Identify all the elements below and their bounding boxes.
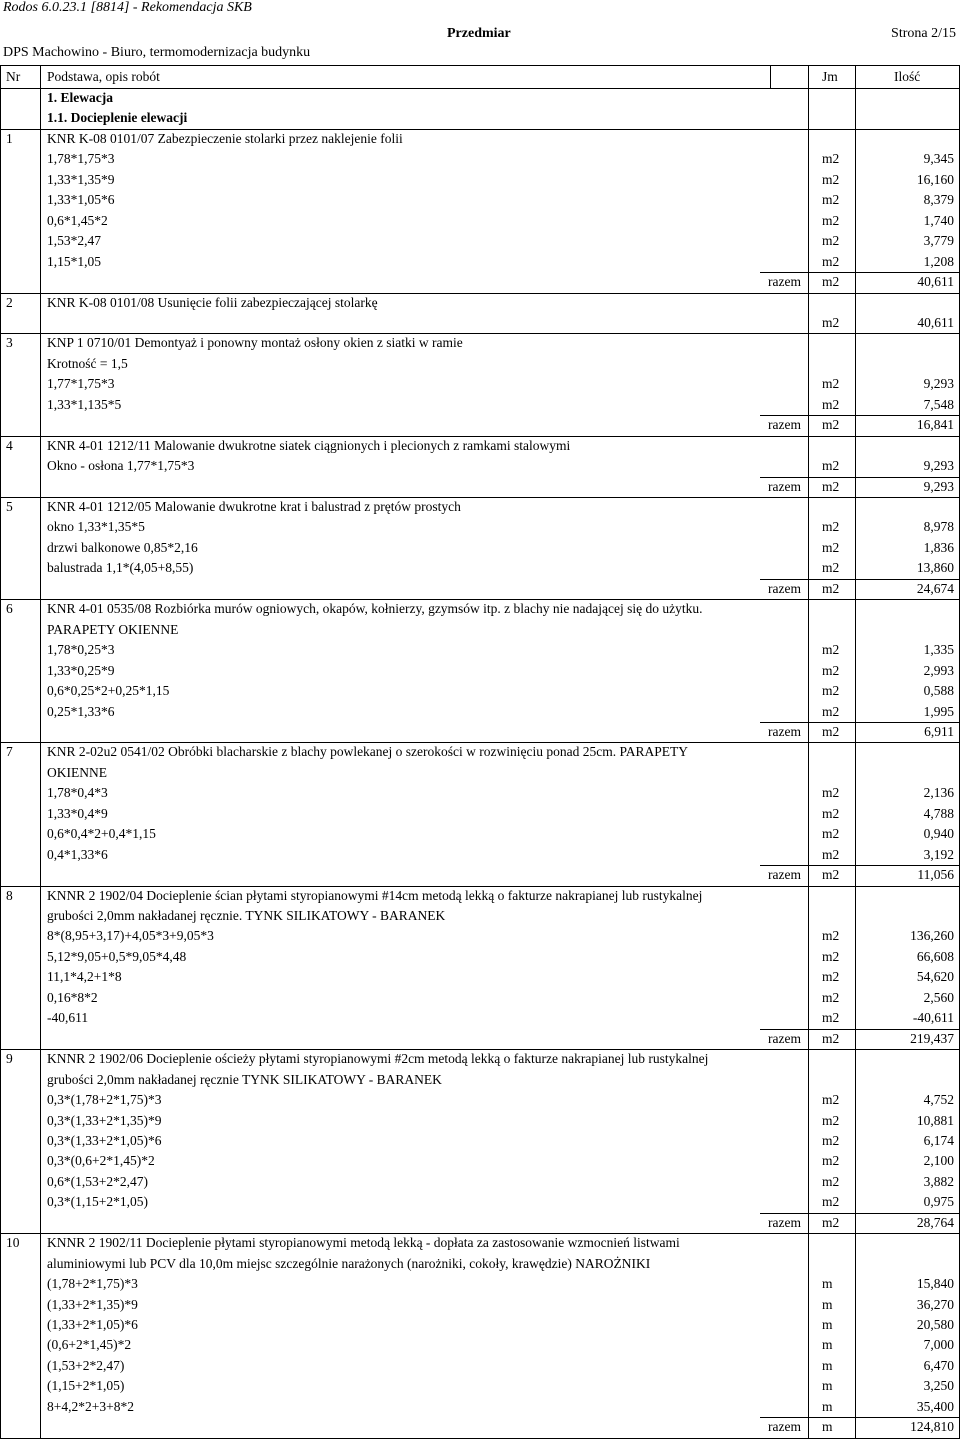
measure-unit: m2: [822, 703, 840, 719]
item-number: 3: [6, 335, 13, 351]
rule-line: [0, 88, 960, 89]
subtotal-label: razem: [768, 478, 801, 494]
subtotal-quantity: 28,764: [916, 1214, 954, 1230]
measure-unit: m2: [822, 683, 840, 699]
measure-unit: m2: [822, 151, 840, 167]
measure-quantity: 3,192: [923, 846, 954, 862]
measure-quantity: 6,174: [923, 1132, 954, 1148]
measure-row: [0, 231, 960, 251]
measure-formula: 0,3*(1,33+2*1,35)*9: [47, 1112, 162, 1128]
measure-formula: 1,78*1,75*3: [47, 151, 115, 167]
measure-formula: (1,33+2*1,05)*6: [47, 1317, 138, 1332]
item-row: [0, 497, 960, 517]
measure-quantity: 3,779: [923, 233, 954, 249]
measure-formula: 0,3*(1,78+2*1,75)*3: [47, 1092, 162, 1108]
item-description: KNP 1 0710/01 Demontyaż i ponowny montaż osłony okien z siatki w ramie: [47, 335, 463, 351]
measure-quantity: 40,611: [917, 314, 954, 330]
measure-formula: balustrada 1,1*(4,05+8,55): [47, 560, 194, 576]
measure-row: [0, 1295, 960, 1315]
measure-quantity: 15,840: [916, 1276, 954, 1292]
measure-quantity: 1,995: [923, 703, 954, 719]
rule-line: [0, 599, 960, 600]
measure-formula: drzwi balkonowe 0,85*2,16: [47, 539, 198, 555]
subtotal-label: razem: [768, 867, 801, 883]
measure-unit: m: [822, 1337, 833, 1353]
measure-row: [0, 783, 960, 803]
measure-unit: m2: [822, 1010, 840, 1026]
subtotal-unit: m: [822, 1419, 833, 1435]
item-description: KNNR 2 1902/04 Docieplenie ścian płytami styropianowymi #14cm metodą lekką o fakturze nakrapianej lub rustykalnej: [47, 887, 703, 903]
column-line: [0, 65, 1, 1438]
measure-unit: m2: [822, 969, 840, 985]
measure-row: [0, 517, 960, 537]
measure-unit: m2: [822, 948, 840, 964]
measure-row: [0, 702, 960, 722]
rule-line: [0, 1049, 960, 1050]
measure-row: [0, 1172, 960, 1192]
measure-row: [0, 926, 960, 946]
measure-formula: (1,33+2*1,35)*9: [47, 1296, 138, 1312]
measure-formula: 11,1*4,2+1*8: [47, 969, 122, 985]
measure-row: [0, 967, 960, 987]
measure-formula: 1,33*1,35*9: [47, 171, 115, 187]
subtotal-quantity: 124,810: [910, 1419, 954, 1435]
measure-row: [0, 313, 960, 333]
measure-quantity: 1,836: [923, 539, 954, 555]
measure-quantity: 9,345: [923, 151, 954, 167]
measure-formula: PARAPETY OKIENNE: [47, 621, 179, 637]
measure-unit: m2: [822, 560, 840, 576]
subtotal-unit: m2: [822, 1030, 840, 1046]
measure-quantity: 9,293: [923, 458, 954, 474]
measure-row: [0, 456, 960, 476]
measure-formula: 0,3*(0,6+2*1,45)*2: [47, 1153, 155, 1169]
section-row: [0, 88, 960, 108]
rule-line: [0, 497, 960, 498]
measure-quantity: 8,379: [923, 192, 954, 208]
measure-row: [0, 149, 960, 169]
item-row: [0, 886, 960, 906]
measure-row: [0, 1335, 960, 1355]
col-description: Podstawa, opis robót: [47, 69, 160, 84]
subtotal-unit: m2: [822, 867, 840, 883]
item-row: [0, 333, 960, 353]
subtotal-row: [0, 722, 960, 742]
measure-unit: m2: [822, 233, 840, 249]
subtotal-row: [0, 1213, 960, 1233]
measure-unit: m2: [822, 785, 840, 801]
item-number: 8: [6, 887, 13, 903]
measure-row: [0, 824, 960, 844]
measure-unit: m2: [822, 989, 840, 1005]
measure-formula: (1,53+2*2,47): [47, 1357, 125, 1373]
measure-formula: 0,6*(1,53+2*2,47): [47, 1173, 148, 1189]
measure-row: [0, 1111, 960, 1131]
measure-formula: 0,4*1,33*6: [47, 846, 108, 862]
measure-unit: m2: [822, 1092, 840, 1108]
page-number: Strona 2/15: [891, 26, 956, 41]
item-number: 1: [6, 130, 13, 146]
measure-row: [0, 1356, 960, 1376]
measure-formula: 0,6*0,4*2+0,4*1,15: [47, 826, 156, 842]
rule-line: [0, 65, 960, 66]
measure-quantity: 36,270: [916, 1296, 954, 1312]
measure-row: [0, 1070, 960, 1090]
col-nr: Nr: [6, 69, 21, 84]
measure-row: [0, 1315, 960, 1335]
subtotal-label: razem: [768, 1030, 801, 1046]
measure-unit: m2: [822, 396, 840, 412]
rule-line: [760, 1213, 960, 1214]
measure-formula: -40,611: [47, 1010, 89, 1026]
measure-quantity: 2,993: [923, 662, 954, 678]
column-line: [40, 65, 41, 1438]
measure-unit: m2: [822, 642, 840, 658]
project-name: DPS Machowino - Biuro, termomodernizacja budynku: [3, 45, 311, 60]
measure-row: [0, 845, 960, 865]
subtotal-quantity: 11,056: [917, 867, 954, 883]
measure-quantity: 35,400: [916, 1398, 954, 1414]
subtotal-label: razem: [768, 1419, 801, 1435]
item-description: KNR 4-01 1212/11 Malowanie dwukrotne siatek ciągnionych i plecionych z ramkami stalowymi: [47, 437, 571, 453]
measure-formula: aluminiowymi lub PCV dla 10,0m miejsc szczególnie narażonych (narożniki, cokoły, krawędzie) NAROŻNIKI: [47, 1255, 651, 1271]
measure-quantity: 0,588: [923, 683, 954, 699]
measure-formula: 1,77*1,75*3: [47, 376, 115, 392]
app-title: Rodos 6.0.23.1 [8814] - Rekomendacja SKB: [3, 0, 252, 15]
rule-line: [0, 293, 960, 294]
subtotal-row: [0, 865, 960, 885]
measure-formula: (1,78+2*1,75)*3: [47, 1276, 138, 1292]
measure-unit: m2: [822, 662, 840, 678]
measure-row: [0, 170, 960, 190]
measure-quantity: 20,580: [916, 1317, 954, 1332]
measure-formula: grubości 2,0mm nakładanej ręcznie. TYNK SILIKATOWY - BARANEK: [47, 908, 446, 923]
subtotal-unit: m2: [822, 1214, 840, 1230]
rule-line: [0, 333, 960, 334]
measure-row: [0, 558, 960, 578]
measure-row: [0, 1192, 960, 1212]
measure-quantity: 0,975: [923, 1194, 954, 1210]
subtotal-quantity: 9,293: [923, 478, 954, 494]
item-row: [0, 599, 960, 619]
subtotal-quantity: 219,437: [910, 1030, 954, 1046]
column-line: [808, 65, 809, 1438]
rule-line: [760, 865, 960, 866]
measure-row: [0, 1254, 960, 1274]
measure-unit: m2: [822, 928, 840, 944]
measure-formula: 1,33*0,4*9: [47, 805, 108, 821]
measure-row: [0, 211, 960, 231]
section-title: 1.1. Docieplenie elewacji: [47, 110, 188, 126]
subtotal-label: razem: [768, 1214, 801, 1230]
measure-quantity: 13,860: [916, 560, 954, 576]
measure-formula: 1,33*1,05*6: [47, 192, 115, 208]
measure-row: [0, 988, 960, 1008]
measure-unit: m: [822, 1378, 833, 1394]
item-row: [0, 293, 960, 313]
rule-line: [0, 1233, 960, 1234]
measure-row: [0, 906, 960, 926]
measure-formula: 0,6*1,45*2: [47, 212, 108, 228]
measure-formula: 5,12*9,05+0,5*9,05*4,48: [47, 948, 187, 964]
measure-unit: m2: [822, 805, 840, 821]
measure-unit: m: [822, 1357, 833, 1373]
measure-formula: 0,3*(1,33+2*1,05)*6: [47, 1132, 162, 1148]
measure-quantity: 7,000: [923, 1337, 954, 1353]
measure-unit: m2: [822, 1132, 840, 1148]
rule-line: [0, 742, 960, 743]
document-title: Przedmiar: [447, 26, 511, 41]
item-row: [0, 742, 960, 762]
measure-row: [0, 1151, 960, 1171]
measure-quantity: 2,136: [923, 785, 954, 801]
subtotal-unit: m2: [822, 274, 840, 290]
measure-formula: 1,33*1,135*5: [47, 396, 122, 412]
measure-unit: m2: [822, 458, 840, 474]
item-description: KNR 4-01 0535/08 Rozbiórka murów ogniowych, okapów, kołnierzy, gzymsów itp. z blachy nie nadającej się do użytku.: [47, 601, 703, 617]
item-row: [0, 1233, 960, 1253]
measure-row: [0, 252, 960, 272]
measure-unit: m: [822, 1398, 833, 1414]
measure-unit: m2: [822, 1153, 840, 1169]
measure-formula: Krotność = 1,5: [47, 355, 128, 371]
item-number: 6: [6, 601, 13, 617]
measure-formula: 1,78*0,4*3: [47, 785, 108, 801]
subtotal-row: [0, 272, 960, 292]
measure-unit: m2: [822, 846, 840, 862]
col-unit: Jm: [822, 69, 838, 84]
measure-unit: m2: [822, 539, 840, 555]
measure-row: [0, 1397, 960, 1417]
rule-line: [760, 477, 960, 478]
measure-formula: okno 1,33*1,35*5: [47, 519, 145, 535]
measure-quantity: 2,100: [923, 1153, 954, 1169]
measure-row: [0, 947, 960, 967]
measure-quantity: 136,260: [910, 928, 954, 944]
measure-quantity: 4,752: [923, 1092, 954, 1108]
measure-formula: Okno - osłona 1,77*1,75*3: [47, 458, 195, 474]
measure-formula: 1,53*2,47: [47, 233, 101, 249]
subtotal-quantity: 6,911: [924, 723, 954, 739]
measure-row: [0, 1376, 960, 1396]
item-row: [0, 436, 960, 456]
measure-quantity: 7,548: [923, 396, 954, 412]
measure-unit: m2: [822, 253, 840, 269]
item-number: 9: [6, 1051, 13, 1067]
rule-line: [760, 579, 960, 580]
measure-formula: 8+4,2*2+3+8*2: [47, 1398, 134, 1414]
item-number: 4: [6, 437, 13, 453]
item-number: 10: [6, 1235, 20, 1251]
measure-unit: m2: [822, 314, 840, 330]
measure-row: [0, 661, 960, 681]
subtotal-unit: m2: [822, 723, 840, 739]
measure-quantity: 10,881: [916, 1112, 954, 1128]
measure-quantity: 8,978: [923, 519, 954, 535]
item-description: KNNR 2 1902/06 Docieplenie ościeży płytami styropianowymi #2cm metodą lekką o fakturze nakrapianej lub rustykalnej: [47, 1051, 709, 1067]
measure-formula: (0,6+2*1,45)*2: [47, 1337, 132, 1353]
measure-quantity: 4,788: [923, 805, 954, 821]
measure-unit: m2: [822, 376, 840, 392]
measure-row: [0, 1274, 960, 1294]
measure-quantity: 16,160: [916, 171, 954, 187]
subtotal-quantity: 16,841: [916, 417, 954, 433]
rule-line: [760, 415, 960, 416]
rule-line: [760, 1029, 960, 1030]
subtotal-label: razem: [768, 274, 801, 290]
measure-formula: 0,16*8*2: [47, 989, 98, 1005]
measure-formula: 8*(8,95+3,17)+4,05*3+9,05*3: [47, 928, 214, 944]
measure-unit: m: [822, 1276, 833, 1292]
measure-unit: m: [822, 1317, 833, 1332]
subtotal-quantity: 24,674: [916, 580, 954, 596]
rule-line: [0, 129, 960, 130]
subtotal-row: [0, 1417, 960, 1437]
measure-quantity: 0,940: [923, 826, 954, 842]
measure-unit: m2: [822, 212, 840, 228]
item-description: KNR 4-01 1212/05 Malowanie dwukrotne krat i balustrad z prętów prostych: [47, 499, 461, 514]
item-number: 2: [6, 294, 13, 310]
measure-formula: 1,78*0,25*3: [47, 642, 115, 658]
measure-quantity: 1,208: [923, 253, 954, 269]
rule-line: [0, 886, 960, 887]
measure-quantity: -40,611: [912, 1010, 954, 1026]
measure-unit: m2: [822, 1194, 840, 1210]
measure-row: [0, 620, 960, 640]
measure-formula: OKIENNE: [47, 764, 107, 780]
item-description: KNR 2-02u2 0541/02 Obróbki blacharskie z blachy powlekanej o szerokości w rozwinięciu ponad 25cm. PARAPETY: [47, 744, 688, 760]
measure-formula: 1,15*1,05: [47, 253, 101, 269]
measure-row: [0, 681, 960, 701]
item-description: KNNR 2 1902/11 Docieplenie płytami styropianowymi metodą lekką - dopłata za zastosowanie wzmocnień listwami: [47, 1235, 680, 1251]
measure-row: [0, 1131, 960, 1151]
measure-unit: m: [822, 1296, 833, 1312]
measure-quantity: 54,620: [916, 969, 954, 985]
measure-row: [0, 763, 960, 783]
measure-unit: m2: [822, 826, 840, 842]
subtotal-unit: m2: [822, 580, 840, 596]
subtotal-row: [0, 579, 960, 599]
measure-formula: grubości 2,0mm nakładanej ręcznie TYNK SILIKATOWY - BARANEK: [47, 1071, 442, 1087]
item-number: 7: [6, 744, 13, 760]
column-line: [770, 65, 771, 88]
measure-quantity: 2,560: [923, 989, 954, 1005]
section-title: 1. Elewacja: [47, 90, 113, 105]
measure-row: [0, 190, 960, 210]
section-row: [0, 108, 960, 128]
item-row: [0, 1049, 960, 1069]
rule-line: [760, 722, 960, 723]
subtotal-label: razem: [768, 417, 801, 433]
measure-formula: 0,6*0,25*2+0,25*1,15: [47, 683, 170, 699]
measure-row: [0, 374, 960, 394]
subtotal-unit: m2: [822, 417, 840, 433]
item-description: KNR K-08 0101/07 Zabezpieczenie stolarki przez naklejenie folii: [47, 130, 403, 146]
subtotal-row: [0, 1029, 960, 1049]
measure-row: [0, 354, 960, 374]
measure-formula: 0,3*(1,15+2*1,05): [47, 1194, 148, 1210]
measure-row: [0, 395, 960, 415]
measure-unit: m2: [822, 1173, 840, 1189]
item-row: [0, 129, 960, 149]
subtotal-unit: m2: [822, 478, 840, 494]
subtotal-label: razem: [768, 580, 801, 596]
measure-quantity: 9,293: [923, 376, 954, 392]
measure-row: [0, 538, 960, 558]
subtotal-row: [0, 477, 960, 497]
measure-quantity: 66,608: [916, 948, 954, 964]
rule-line: [760, 1417, 960, 1418]
measure-quantity: 3,250: [923, 1378, 954, 1394]
table-header: [0, 66, 960, 88]
column-line: [855, 65, 856, 1438]
measure-unit: m2: [822, 1112, 840, 1128]
item-number: 5: [6, 499, 13, 514]
measure-row: [0, 1090, 960, 1110]
measure-quantity: 3,882: [923, 1173, 954, 1189]
measure-unit: m2: [822, 192, 840, 208]
measure-formula: 1,33*0,25*9: [47, 662, 115, 678]
subtotal-label: razem: [768, 723, 801, 739]
measure-quantity: 1,335: [923, 642, 954, 658]
measure-quantity: 1,740: [923, 212, 954, 228]
subtotal-quantity: 40,611: [917, 274, 954, 290]
item-description: KNR K-08 0101/08 Usunięcie folii zabezpieczającej stolarkę: [47, 294, 378, 310]
measure-row: [0, 640, 960, 660]
measure-formula: 0,25*1,33*6: [47, 703, 115, 719]
rule-line: [760, 272, 960, 273]
subtotal-row: [0, 415, 960, 435]
measure-unit: m2: [822, 171, 840, 187]
measure-row: [0, 804, 960, 824]
col-quantity: Ilość: [894, 69, 921, 84]
measure-formula: (1,15+2*1,05): [47, 1378, 125, 1394]
measure-unit: m2: [822, 519, 840, 535]
measure-row: [0, 1008, 960, 1028]
measure-quantity: 6,470: [923, 1357, 954, 1373]
rule-line: [0, 436, 960, 437]
